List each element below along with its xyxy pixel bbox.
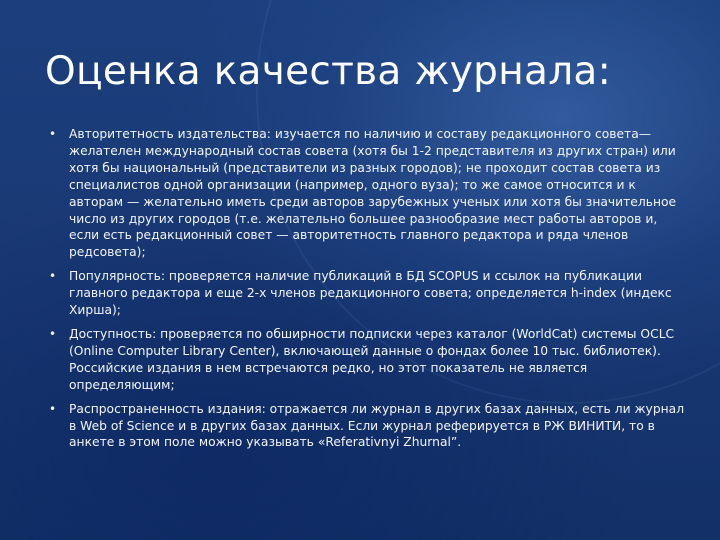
bullet-text: Популярность: проверяется наличие публикаций в БД SCOPUS и ссылок на публикации главного редактора и еще 2-х членов редакционного совета; определяется h-index (индекс Хирша); — [69, 269, 672, 318]
bullet-text: Доступность: проверяется по обширности подписки через каталог (WorldCat) системы OCLC (Online Computer Library Center), включающей данные о фондах более 10 тыс. библиотек). Российские издания в нем встречаются редко, но этот показатель не является определяющим; — [69, 326, 675, 392]
bullet-item-popularity — [45, 268, 685, 319]
bullet-text: Авторитетность издательства: изучается по наличию и составу редакционного совета— желателен международный состав совета (хотя бы 1-2 представителя из других стран) или хотя бы национальный (представители из разных городов); не проходит состав совета из специалистов одной организации (например, одного вуза); то же самое относится и к авторам — желательно иметь среди авторов зарубежных ученых или хотя бы значительное число из других городов (т.е. желательно большее разнообразие мест работы авторов и, если есть редакционный совет — авторитетность главного редактора и ряда членов редсовета); — [69, 127, 677, 260]
bullet-item-authority — [45, 126, 685, 261]
bullet-icon: • — [49, 127, 57, 141]
bullet-list — [45, 126, 685, 451]
slide-content — [45, 126, 685, 458]
bullet-item-distribution — [45, 401, 685, 452]
bullet-item-accessibility — [45, 326, 685, 394]
bullet-icon: • — [49, 326, 57, 341]
bullet-text: Распространенность издания: отражается ли журнал в других базах данных, есть ли журнал в Web of Science и в других базах данных. Если журнал реферируется в РЖ ВИНИТИ, то в анкете в этом поле можно указывать «Referativnyi Zhurnal”. — [69, 401, 685, 450]
bullet-icon: • — [49, 269, 57, 284]
bullet-icon: • — [49, 401, 57, 416]
slide-title: Оценка качества журнала: — [45, 49, 612, 94]
